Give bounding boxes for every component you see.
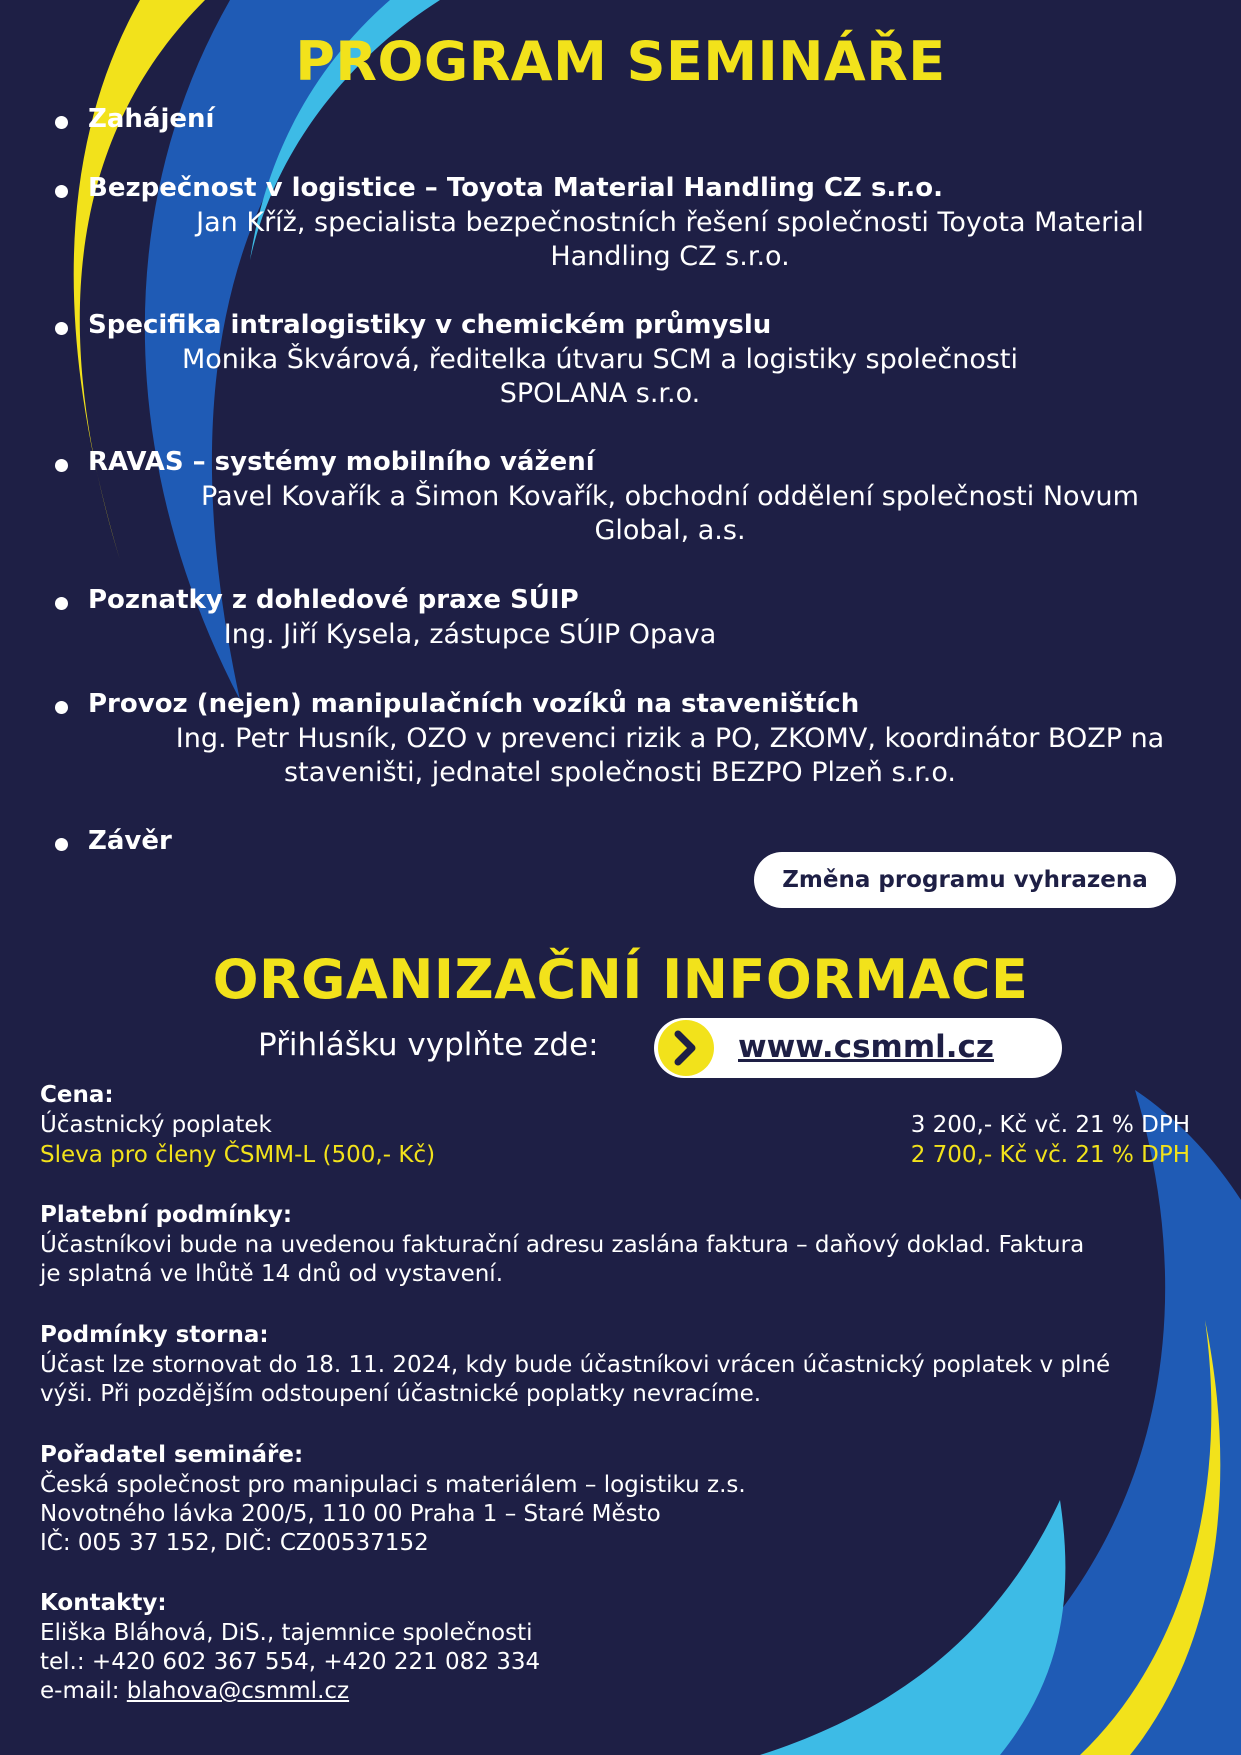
organization-title: ORGANIZAČNÍ INFORMACE <box>212 948 1029 1011</box>
contacts-text-line: tel.: +420 602 367 554, +420 221 082 334 <box>40 1649 541 1675</box>
agenda-item-title: RAVAS – systémy mobilního vážení <box>88 447 595 477</box>
payment-label: Platební podmínky: <box>40 1202 293 1228</box>
payment-text-line: Účastníkovi bude na uvedenou fakturační adresu zaslána faktura – daňový doklad. Faktura <box>40 1232 1085 1258</box>
agenda-item-title: Provoz (nejen) manipulačních vozíků na staveništích <box>88 689 860 719</box>
discount-label: Sleva pro členy ČSMM-L (500,- Kč) <box>40 1142 436 1168</box>
bullet-icon <box>55 322 68 335</box>
bullet-icon <box>55 459 68 472</box>
registration-label: Přihlášku vyplňte zde: <box>258 1027 599 1063</box>
agenda-item-title: Zahájení <box>88 104 215 134</box>
agenda-item-speaker: Ing. Jiří Kysela, zástupce SÚIP Opava <box>223 619 717 650</box>
payment-text-line: je splatná ve lhůtě 14 dnů od vystavení. <box>40 1261 503 1287</box>
bullet-icon <box>55 838 68 851</box>
bullet-icon <box>55 116 68 129</box>
organizer-label: Pořadatel semináře: <box>40 1442 304 1468</box>
bullet-icon <box>55 597 68 610</box>
program-title: PROGRAM SEMINÁŘE <box>295 30 946 93</box>
fee-row <box>40 1112 1190 1138</box>
agenda-item-title: Bezpečnost v logistice – Toyota Material Handling CZ s.r.o. <box>88 173 944 203</box>
storno-text-line: výši. Při pozdějším odstoupení účastnické poplatky nevracíme. <box>40 1381 762 1407</box>
agenda-item-speaker-cont: staveništi, jednatel společnosti BEZPO Plzeň s.r.o. <box>284 757 956 788</box>
contacts-text-line: Eliška Bláhová, DiS., tajemnice společnosti <box>40 1620 533 1646</box>
agenda-item-title: Poznatky z dohledové praxe SÚIP <box>88 585 579 615</box>
agenda-item-speaker-cont: SPOLANA s.r.o. <box>499 378 701 409</box>
agenda-item-title: Specifika intralogistiky v chemickém průmyslu <box>88 310 772 340</box>
registration-url[interactable]: www.csmml.cz <box>738 1029 994 1065</box>
chevron-right-icon <box>658 1020 714 1076</box>
registration-link-button[interactable] <box>654 1018 1062 1078</box>
email-prefix: e-mail: <box>40 1678 127 1704</box>
discount-value: 2 700,- Kč vč. 21 % DPH <box>910 1142 1190 1168</box>
agenda-item-title: Závěr <box>88 826 172 856</box>
agenda-item-speaker-cont: Handling CZ s.r.o. <box>550 241 790 272</box>
storno-text-line: Účast lze stornovat do 18. 11. 2024, kdy bude účastníkovi vrácen účastnický poplatek v plné <box>40 1352 1111 1378</box>
organizer-text-line: Česká společnost pro manipulaci s materiálem – logistiku z.s. <box>40 1472 746 1498</box>
agenda-item-speaker: Monika Škvárová, ředitelka útvaru SCM a logistiky společnosti <box>181 344 1018 375</box>
price-label: Cena: <box>40 1082 114 1108</box>
organizer-text-line: Novotného lávka 200/5, 110 00 Praha 1 – Staré Město <box>40 1501 661 1527</box>
email-link[interactable]: blahova@csmml.cz <box>126 1678 350 1704</box>
bullet-icon <box>55 701 68 714</box>
program-change-note: Změna programu vyhrazena <box>754 852 1176 908</box>
discount-row <box>40 1142 1190 1168</box>
fee-value: 3 200,- Kč vč. 21 % DPH <box>910 1112 1190 1138</box>
agenda-item-speaker-cont: Global, a.s. <box>594 515 746 546</box>
bullet-icon <box>55 185 68 198</box>
organizer-text-line: IČ: 005 37 152, DIČ: CZ00537152 <box>40 1530 429 1556</box>
agenda-item-speaker: Pavel Kovařík a Šimon Kovařík, obchodní oddělení společnosti Novum <box>201 481 1139 512</box>
agenda-item-speaker: Ing. Petr Husník, OZO v prevenci rizik a PO, ZKOMV, koordinátor BOZP na <box>175 723 1165 754</box>
storno-label: Podmínky storna: <box>40 1322 269 1348</box>
agenda-item-speaker: Jan Kříž, specialista bezpečnostních řešení společnosti Toyota Material <box>196 207 1144 238</box>
contacts-email-line <box>40 1677 1190 1706</box>
contacts-label: Kontakty: <box>40 1590 167 1616</box>
fee-label: Účastnický poplatek <box>40 1112 272 1138</box>
